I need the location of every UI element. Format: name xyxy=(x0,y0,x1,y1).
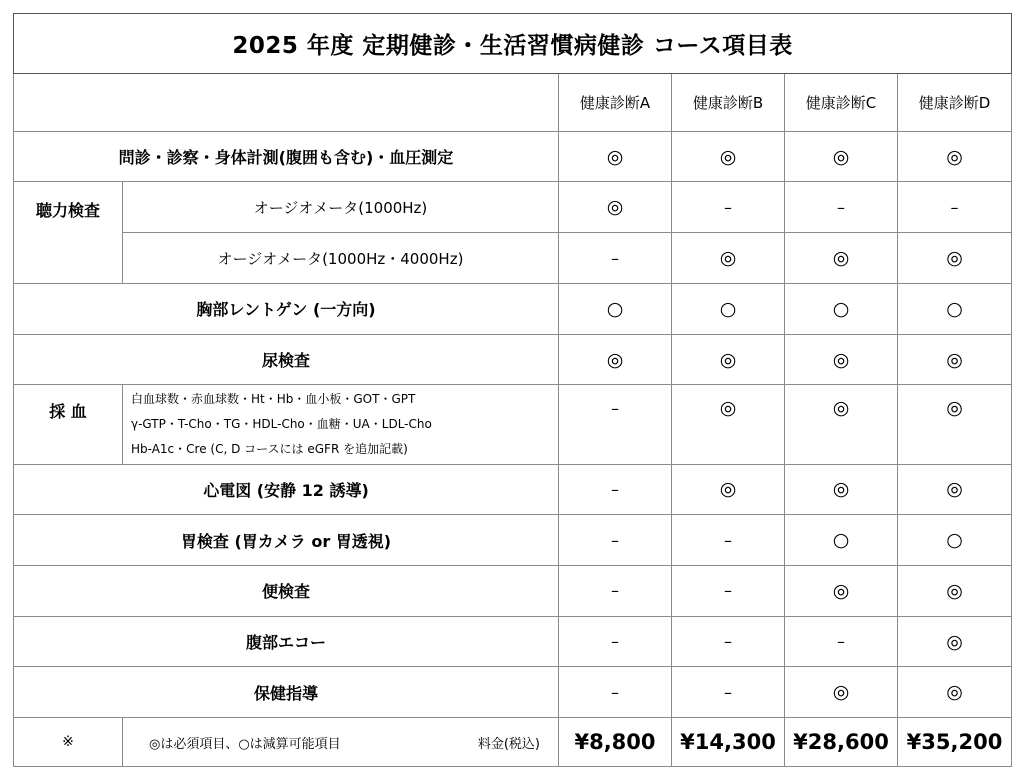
mark-a: – xyxy=(559,385,672,464)
blood-line-2: γ-GTP・T-Cho・TG・HDL-Cho・血糖・UA・LDL-Cho xyxy=(131,416,432,431)
mark-b: ◎ xyxy=(672,464,785,515)
mark-b: ○ xyxy=(672,283,785,334)
row-abdominal-echo xyxy=(14,616,1012,667)
mark-c: ◎ xyxy=(785,334,898,385)
price-c: ¥28,600 xyxy=(785,718,898,767)
mark-d: ◎ xyxy=(898,566,1012,617)
blood-line-3: Hb-A1c・Cre (C, D コースには eGFR を追加記載) xyxy=(131,441,408,456)
mark-c: ○ xyxy=(785,515,898,566)
item-label: 保健指導 xyxy=(14,667,559,718)
mark-a: ○ xyxy=(559,283,672,334)
row-hearing-1000-4000 xyxy=(14,233,1012,284)
price-b: ¥14,300 xyxy=(672,718,785,767)
mark-d: ○ xyxy=(898,283,1012,334)
mark-a: – xyxy=(559,233,672,284)
course-header-c: 健康診断C xyxy=(785,73,898,131)
mark-d: ○ xyxy=(898,515,1012,566)
mark-c: ◎ xyxy=(785,464,898,515)
legend-note xyxy=(123,718,559,767)
mark-a: ◎ xyxy=(559,182,672,233)
category-blood-label: 採 血 xyxy=(49,402,87,422)
item-label: 便検査 xyxy=(14,566,559,617)
row-health-guidance xyxy=(14,667,1012,718)
blood-items xyxy=(123,385,559,464)
mark-b: ◎ xyxy=(672,385,785,464)
mark-a: – xyxy=(559,616,672,667)
footer-row xyxy=(14,718,1012,767)
mark-a: ◎ xyxy=(559,131,672,182)
course-header-b: 健康診断B xyxy=(672,73,785,131)
mark-d: ◎ xyxy=(898,131,1012,182)
mark-b: ◎ xyxy=(672,334,785,385)
mark-a: – xyxy=(559,566,672,617)
mark-a: – xyxy=(559,667,672,718)
mark-c: ◎ xyxy=(785,233,898,284)
mark-c: ◎ xyxy=(785,667,898,718)
legend-text: ◎は必須項目、○は減算可能項目 xyxy=(149,736,341,752)
mark-c: ◎ xyxy=(785,566,898,617)
item-label: 腹部エコー xyxy=(14,616,559,667)
mark-a: – xyxy=(559,464,672,515)
mark-b: – xyxy=(672,667,785,718)
mark-b: – xyxy=(672,566,785,617)
row-chest-xray xyxy=(14,283,1012,334)
course-header-row xyxy=(14,73,1012,131)
mark-d: ◎ xyxy=(898,667,1012,718)
fee-label: 料金(税込) xyxy=(477,736,540,752)
item-label: オージオメータ(1000Hz・4000Hz) xyxy=(123,233,559,284)
row-stool xyxy=(14,566,1012,617)
category-hearing: 聴力検査 xyxy=(14,182,123,283)
row-urine xyxy=(14,334,1012,385)
row-blood xyxy=(14,385,1012,464)
course-header-a: 健康診断A xyxy=(559,73,672,131)
mark-c: – xyxy=(785,616,898,667)
price-a: ¥8,800 xyxy=(559,718,672,767)
mark-b: – xyxy=(672,616,785,667)
item-label: 心電図 (安静 12 誘導) xyxy=(14,464,559,515)
row-stomach xyxy=(14,515,1012,566)
mark-c: – xyxy=(785,182,898,233)
item-label: 胸部レントゲン (一方向) xyxy=(14,283,559,334)
item-label: オージオメータ(1000Hz) xyxy=(123,182,559,233)
category-blood xyxy=(14,385,123,464)
header-blank xyxy=(14,73,559,131)
mark-d: ◎ xyxy=(898,233,1012,284)
mark-b: ◎ xyxy=(672,131,785,182)
mark-c: ○ xyxy=(785,283,898,334)
mark-a: – xyxy=(559,515,672,566)
mark-b: – xyxy=(672,515,785,566)
mark-d: – xyxy=(898,182,1012,233)
mark-c: ◎ xyxy=(785,385,898,464)
blood-line-1: 白血球数・赤血球数・Ht・Hb・血小板・GOT・GPT xyxy=(131,391,416,406)
mark-c: ◎ xyxy=(785,131,898,182)
note-mark: ※ xyxy=(14,718,123,767)
mark-b: – xyxy=(672,182,785,233)
item-label: 胃検査 (胃カメラ or 胃透視) xyxy=(14,515,559,566)
row-ecg xyxy=(14,464,1012,515)
mark-d: ◎ xyxy=(898,385,1012,464)
item-label: 尿検査 xyxy=(14,334,559,385)
row-hearing-1000 xyxy=(14,182,1012,233)
mark-d: ◎ xyxy=(898,616,1012,667)
mark-a: ◎ xyxy=(559,334,672,385)
course-table xyxy=(13,13,1012,767)
course-table-sheet xyxy=(13,13,1011,767)
mark-d: ◎ xyxy=(898,464,1012,515)
row-exam xyxy=(14,131,1012,182)
item-label: 問診・診察・身体計測(腹囲も含む)・血圧測定 xyxy=(14,131,559,182)
mark-b: ◎ xyxy=(672,233,785,284)
page-title: 2025 年度 定期健診・生活習慣病健診 コース項目表 xyxy=(14,14,1012,74)
course-header-d: 健康診断D xyxy=(898,73,1012,131)
price-d: ¥35,200 xyxy=(898,718,1012,767)
mark-d: ◎ xyxy=(898,334,1012,385)
